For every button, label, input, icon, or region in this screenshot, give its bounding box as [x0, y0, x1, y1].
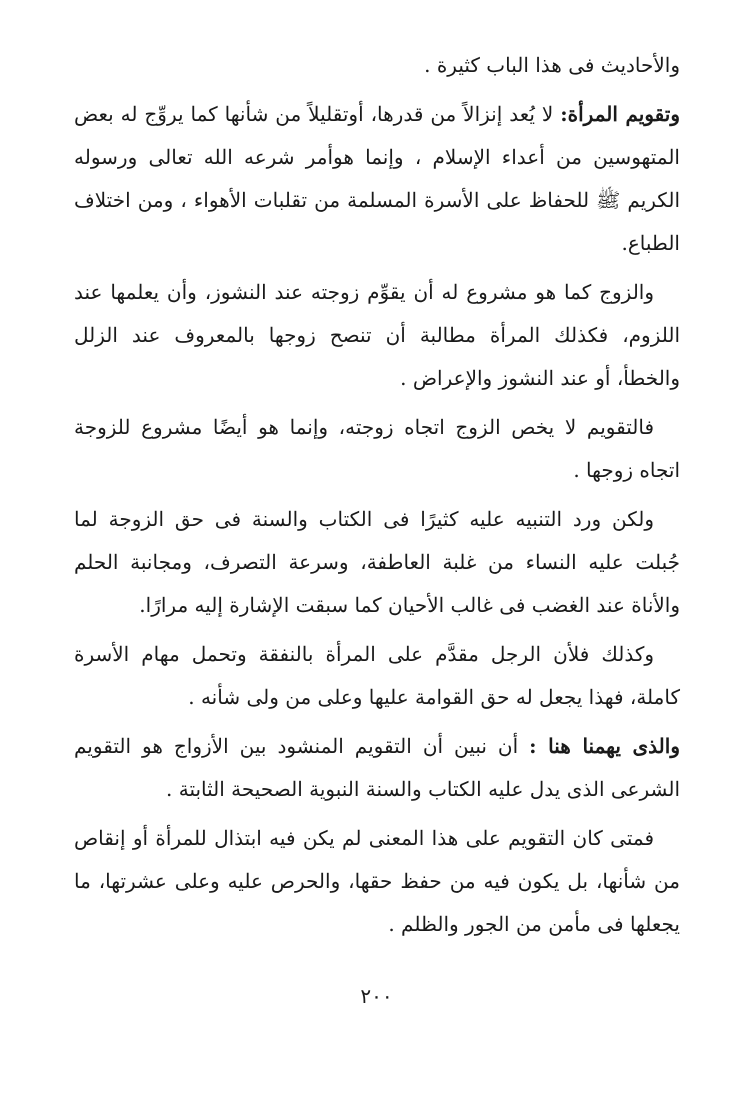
paragraph-lead: وتقويم المرأة: [560, 102, 680, 126]
paragraph-text: والأحاديث فى هذا الباب كثيرة . [424, 53, 680, 77]
page-body [74, 44, 680, 936]
paragraph-guardianship [74, 633, 680, 719]
paragraph-text: أن نبين أن التقويم المنشود بين الأزواج هو التقويم الشرعى الذى يدل عليه الكتاب والسنة النبوية الصحيحة الثابتة . [74, 734, 680, 801]
paragraph-mutual-correction [74, 406, 680, 492]
paragraph-text: فمتى كان التقويم على هذا المعنى لم يكن فيه ابتذال للمرأة أو إنقاص من شأنها، بل يكون فيه من حفظ حقها، والحرص عليه وعلى عشرتها، ما يجعلها فى مأمن من الجور والظلم . [74, 826, 680, 936]
paragraph-text: لا يُعد إنزالاً من قدرها، أوتقليلاً من شأنها كما يروِّج له بعض المتهوسين من أعداء الإسلام ، وإنما هوأمر شرعه الله تعالى ورسوله الكريم ﷺ للحفاظ على الأسرة المسلمة من تقلبات الأهواء ، ومن اختلاف الطباع. [74, 102, 680, 255]
paragraph-shari-correction [74, 725, 680, 811]
paragraph-husband-correction [74, 271, 680, 400]
paragraph-text: فالتقويم لا يخص الزوج اتجاه زوجته، وإنما هو أيضًا مشروع للزوجة اتجاه زوجها . [74, 415, 680, 482]
paragraph-woman-correction [74, 93, 680, 265]
page-number: ٢٠٠ [360, 984, 393, 1008]
paragraph-reason-emphasis [74, 498, 680, 627]
paragraph-text: وكذلك فلأن الرجل مقدَّم على المرأة بالنفقة وتحمل مهام الأسرة كاملة، فهذا يجعل له حق القوامة عليها وعلى من ولى شأنه . [74, 642, 680, 709]
paragraph-lead: والذى يهمنا هنا : [529, 734, 680, 758]
paragraph-conclusion [74, 817, 680, 946]
paragraph-text: ولكن ورد التنبيه عليه كثيرًا فى الكتاب والسنة فى حق الزوجة لما جُبلت عليه النساء من غلبة العاطفة، وسرعة التصرف، ومجانبة الحلم والأناة عند الغضب فى غالب الأحيان كما سبقت الإشارة إليه مرارًا. [74, 507, 680, 617]
paragraph-hadith-closing [74, 44, 680, 87]
paragraph-text: والزوج كما هو مشروع له أن يقوِّم زوجته عند النشوز، وأن يعلمها عند اللزوم، فكذلك المرأة مطالبة أن تنصح زوجها بالمعروف عند الزلل والخطأ، أو عند النشوز والإعراض . [74, 280, 680, 390]
